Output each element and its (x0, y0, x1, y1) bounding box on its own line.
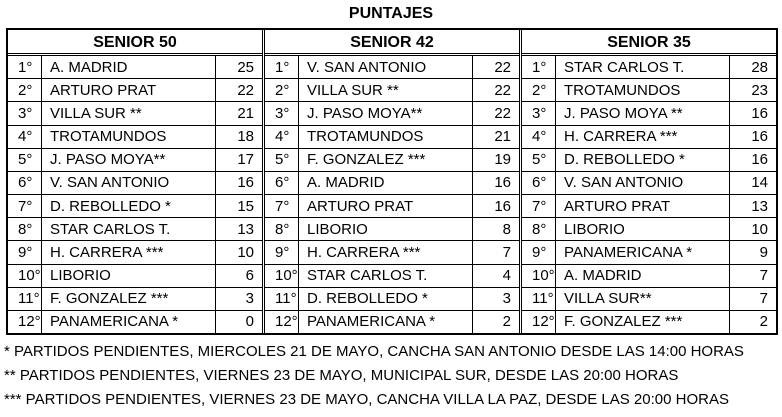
table-row (8, 149, 262, 172)
points-cell: 16 (751, 104, 768, 122)
table-row (265, 79, 519, 102)
points-cell: 7 (759, 267, 768, 285)
team-cell: VILLA SUR ** (42, 102, 216, 124)
position-cell: 10° (522, 265, 556, 287)
table-row (8, 126, 262, 149)
standings-table-senior-35 (522, 30, 776, 333)
table-body (265, 56, 519, 333)
position-cell: 12° (265, 311, 299, 333)
team-cell: VILLA SUR ** (299, 79, 473, 101)
team-cell: F. GONZALEZ *** (299, 149, 473, 171)
team-cell: A. MADRID (42, 56, 216, 78)
position-cell: 10° (8, 265, 42, 287)
points-cell: 2 (502, 313, 511, 331)
footnotes (4, 340, 778, 412)
table-header: SENIOR 35 (522, 30, 776, 56)
position-cell: 9° (265, 241, 299, 263)
footnote-1: * PARTIDOS PENDIENTES, MIERCOLES 21 DE MAYO, CANCHA SAN ANTONIO DESDE LAS 14:00 HORAS (4, 343, 744, 360)
table-row (265, 126, 519, 149)
points-cell: 8 (502, 220, 511, 238)
position-cell: 11° (265, 288, 299, 310)
team-cell: PANAMERICANA * (556, 241, 730, 263)
position-cell: 11° (8, 288, 42, 310)
table-row (522, 311, 776, 333)
table-row (8, 241, 262, 264)
position-cell: 8° (265, 218, 299, 240)
team-cell: H. CARRERA *** (556, 126, 730, 148)
team-cell: TROTAMUNDOS (299, 126, 473, 148)
points-cell: 7 (759, 290, 768, 308)
points-cell: 16 (751, 128, 768, 146)
points-cell: 3 (502, 290, 511, 308)
position-cell: 5° (265, 149, 299, 171)
table-row (522, 195, 776, 218)
table-row (8, 195, 262, 218)
table-row (522, 102, 776, 125)
position-cell: 7° (522, 195, 556, 217)
table-row (8, 79, 262, 102)
position-cell: 6° (265, 172, 299, 194)
table-row (265, 149, 519, 172)
table-body (8, 56, 262, 333)
team-cell: STAR CARLOS T. (299, 265, 473, 287)
position-cell: 4° (265, 126, 299, 148)
team-cell: STAR CARLOS T. (556, 56, 730, 78)
table-row (265, 311, 519, 333)
table-body (522, 56, 776, 333)
standings-table-senior-50 (8, 30, 265, 333)
team-cell: J. PASO MOYA** (42, 149, 216, 171)
team-cell: ARTURO PRAT (299, 195, 473, 217)
position-cell: 8° (8, 218, 42, 240)
team-cell: A. MADRID (556, 265, 730, 287)
position-cell: 5° (8, 149, 42, 171)
table-row (8, 288, 262, 311)
table-row (522, 172, 776, 195)
points-cell: 14 (751, 174, 768, 192)
page-title: PUNTAJES (348, 5, 434, 22)
team-cell: VILLA SUR** (556, 288, 730, 310)
table-row (265, 241, 519, 264)
points-cell: 10 (751, 220, 768, 238)
points-cell: 18 (237, 128, 254, 146)
points-cell: 4 (502, 267, 511, 285)
team-cell: ARTURO PRAT (556, 195, 730, 217)
team-cell: H. CARRERA *** (299, 241, 473, 263)
position-cell: 3° (8, 102, 42, 124)
table-row (265, 195, 519, 218)
table-row (265, 172, 519, 195)
position-cell: 10° (265, 265, 299, 287)
table-header: SENIOR 42 (265, 30, 519, 56)
team-cell: LIBORIO (299, 218, 473, 240)
team-cell: TROTAMUNDOS (42, 126, 216, 148)
points-cell: 2 (759, 313, 768, 331)
position-cell: 1° (522, 56, 556, 78)
standings-table-senior-42 (265, 30, 522, 333)
table-row (522, 241, 776, 264)
points-cell: 21 (494, 128, 511, 146)
team-cell: V. SAN ANTONIO (299, 56, 473, 78)
position-cell: 4° (8, 126, 42, 148)
position-cell: 11° (522, 288, 556, 310)
table-row (265, 102, 519, 125)
team-cell: STAR CARLOS T. (42, 218, 216, 240)
team-cell: V. SAN ANTONIO (556, 172, 730, 194)
footnote-3: *** PARTIDOS PENDIENTES, VIERNES 23 DE MAYO, CANCHA VILLA LA PAZ, DESDE LAS 20:00 HORAS (4, 391, 729, 408)
table-row (522, 218, 776, 241)
table-row (8, 311, 262, 333)
points-cell: 6 (245, 267, 254, 285)
table-row (265, 218, 519, 241)
position-cell: 1° (265, 56, 299, 78)
table-row (265, 288, 519, 311)
points-cell: 23 (751, 81, 768, 99)
table-row (522, 56, 776, 79)
points-cell: 7 (502, 243, 511, 261)
table-row (8, 56, 262, 79)
points-cell: 25 (237, 58, 254, 76)
position-cell: 2° (522, 79, 556, 101)
points-cell: 0 (245, 313, 254, 331)
position-cell: 12° (8, 311, 42, 333)
position-cell: 12° (522, 311, 556, 333)
points-cell: 16 (751, 151, 768, 169)
team-cell: ARTURO PRAT (42, 79, 216, 101)
position-cell: 4° (522, 126, 556, 148)
table-row (8, 218, 262, 241)
team-cell: D. REBOLLEDO * (556, 149, 730, 171)
table-row (265, 265, 519, 288)
position-cell: 3° (265, 102, 299, 124)
position-cell: 7° (265, 195, 299, 217)
points-cell: 3 (245, 290, 254, 308)
points-cell: 10 (237, 243, 254, 261)
team-cell: J. PASO MOYA ** (556, 102, 730, 124)
team-cell: LIBORIO (556, 218, 730, 240)
team-cell: J. PASO MOYA** (299, 102, 473, 124)
table-row (522, 149, 776, 172)
team-cell: F. GONZALEZ *** (42, 288, 216, 310)
position-cell: 2° (265, 79, 299, 101)
points-cell: 22 (237, 81, 254, 99)
standings-grid (6, 28, 778, 335)
table-row (8, 172, 262, 195)
team-cell: D. REBOLLEDO * (299, 288, 473, 310)
team-cell: LIBORIO (42, 265, 216, 287)
team-cell: F. GONZALEZ *** (556, 311, 730, 333)
team-cell: H. CARRERA *** (42, 241, 216, 263)
points-cell: 16 (494, 197, 511, 215)
table-header: SENIOR 50 (8, 30, 262, 56)
position-cell: 1° (8, 56, 42, 78)
points-cell: 22 (494, 81, 511, 99)
points-cell: 28 (751, 58, 768, 76)
points-cell: 16 (237, 174, 254, 192)
footnote-2: ** PARTIDOS PENDIENTES, VIERNES 23 DE MAYO, MUNICIPAL SUR, DESDE LAS 20:00 HORAS (4, 367, 679, 384)
table-row (265, 56, 519, 79)
table-row (522, 265, 776, 288)
points-cell: 21 (237, 104, 254, 122)
table-row (522, 126, 776, 149)
team-cell: PANAMERICANA * (299, 311, 473, 333)
points-cell: 15 (237, 197, 254, 215)
team-cell: V. SAN ANTONIO (42, 172, 216, 194)
table-row (8, 265, 262, 288)
position-cell: 8° (522, 218, 556, 240)
position-cell: 2° (8, 79, 42, 101)
team-cell: TROTAMUNDOS (556, 79, 730, 101)
points-cell: 22 (494, 58, 511, 76)
team-cell: A. MADRID (299, 172, 473, 194)
points-cell: 13 (751, 197, 768, 215)
table-row (522, 79, 776, 102)
table-row (8, 102, 262, 125)
points-cell: 13 (237, 220, 254, 238)
points-cell: 22 (494, 104, 511, 122)
team-cell: D. REBOLLEDO * (42, 195, 216, 217)
points-cell: 9 (759, 243, 768, 261)
table-row (522, 288, 776, 311)
points-cell: 19 (494, 151, 511, 169)
position-cell: 9° (522, 241, 556, 263)
points-cell: 16 (494, 174, 511, 192)
position-cell: 9° (8, 241, 42, 263)
position-cell: 7° (8, 195, 42, 217)
position-cell: 3° (522, 102, 556, 124)
position-cell: 5° (522, 149, 556, 171)
position-cell: 6° (522, 172, 556, 194)
team-cell: PANAMERICANA * (42, 311, 216, 333)
points-cell: 17 (237, 151, 254, 169)
position-cell: 6° (8, 172, 42, 194)
